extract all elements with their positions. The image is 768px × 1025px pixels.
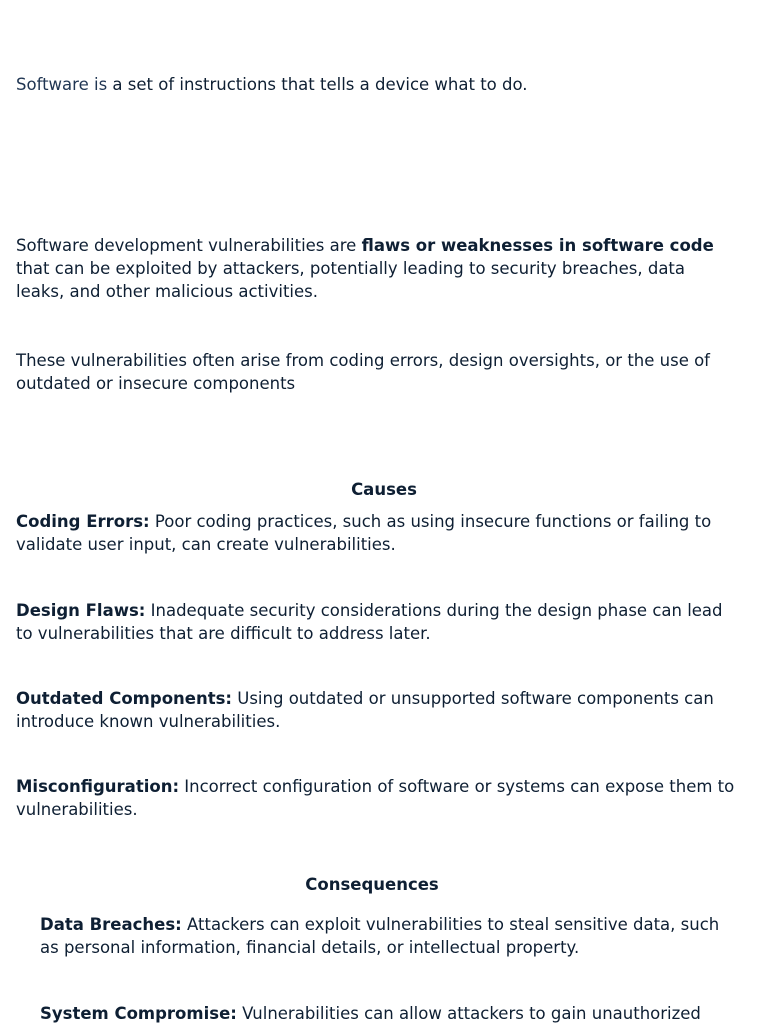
vulnerabilities-definition [16,234,736,303]
cause-text: Incorrect configuration of software or systems can expose them to vulnerabilities. [16,777,735,819]
vuln-pre: Software development vulnerabilities are [16,236,362,255]
cause-term: Misconfiguration: [16,777,180,796]
consequence-term: System Compromise: [40,1004,237,1023]
vuln-post: that can be exploited by attackers, potentially leading to security breaches, data leaks, and other malicious activities. [16,259,686,301]
cause-term: Coding Errors: [16,512,150,531]
cause-item [16,599,736,645]
cause-item [16,687,736,733]
software-definition [16,73,736,96]
cause-term: Design Flaws: [16,601,146,620]
cause-text: Poor coding practices, such as using insecure functions or failing to validate user input, can create vulnerabilities. [16,512,712,554]
vuln-bold-phrase: flaws or weaknesses in software code [361,236,714,255]
cause-term: Outdated Components: [16,689,233,708]
cause-item [16,775,736,821]
definition-lead: Software is [16,75,108,94]
consequence-term: Data Breaches: [40,915,182,934]
consequence-item [40,913,720,959]
vulnerabilities-origin: These vulnerabilities often arise from coding errors, design oversights, or the use of outdated or insecure components [16,351,710,393]
consequence-item [40,1002,720,1025]
cause-item [16,510,736,556]
definition-rest: a set of instructions that tells a device what to do. [107,75,528,94]
consequence-text: Vulnerabilities can allow attackers to gain unauthorized [236,1004,701,1023]
cause-text: Using outdated or unsupported software components can introduce known vulnerabilities. [16,689,714,731]
consequence-text: Attackers can exploit vulnerabilities to steal sensitive data, such as personal information, financial details, or intellectual property. [40,915,720,957]
causes-heading: Causes [351,480,417,499]
consequences-heading: Consequences [305,875,439,894]
cause-text: Inadequate security considerations during the design phase can lead to vulnerabilities that are difficult to address later. [16,601,723,643]
